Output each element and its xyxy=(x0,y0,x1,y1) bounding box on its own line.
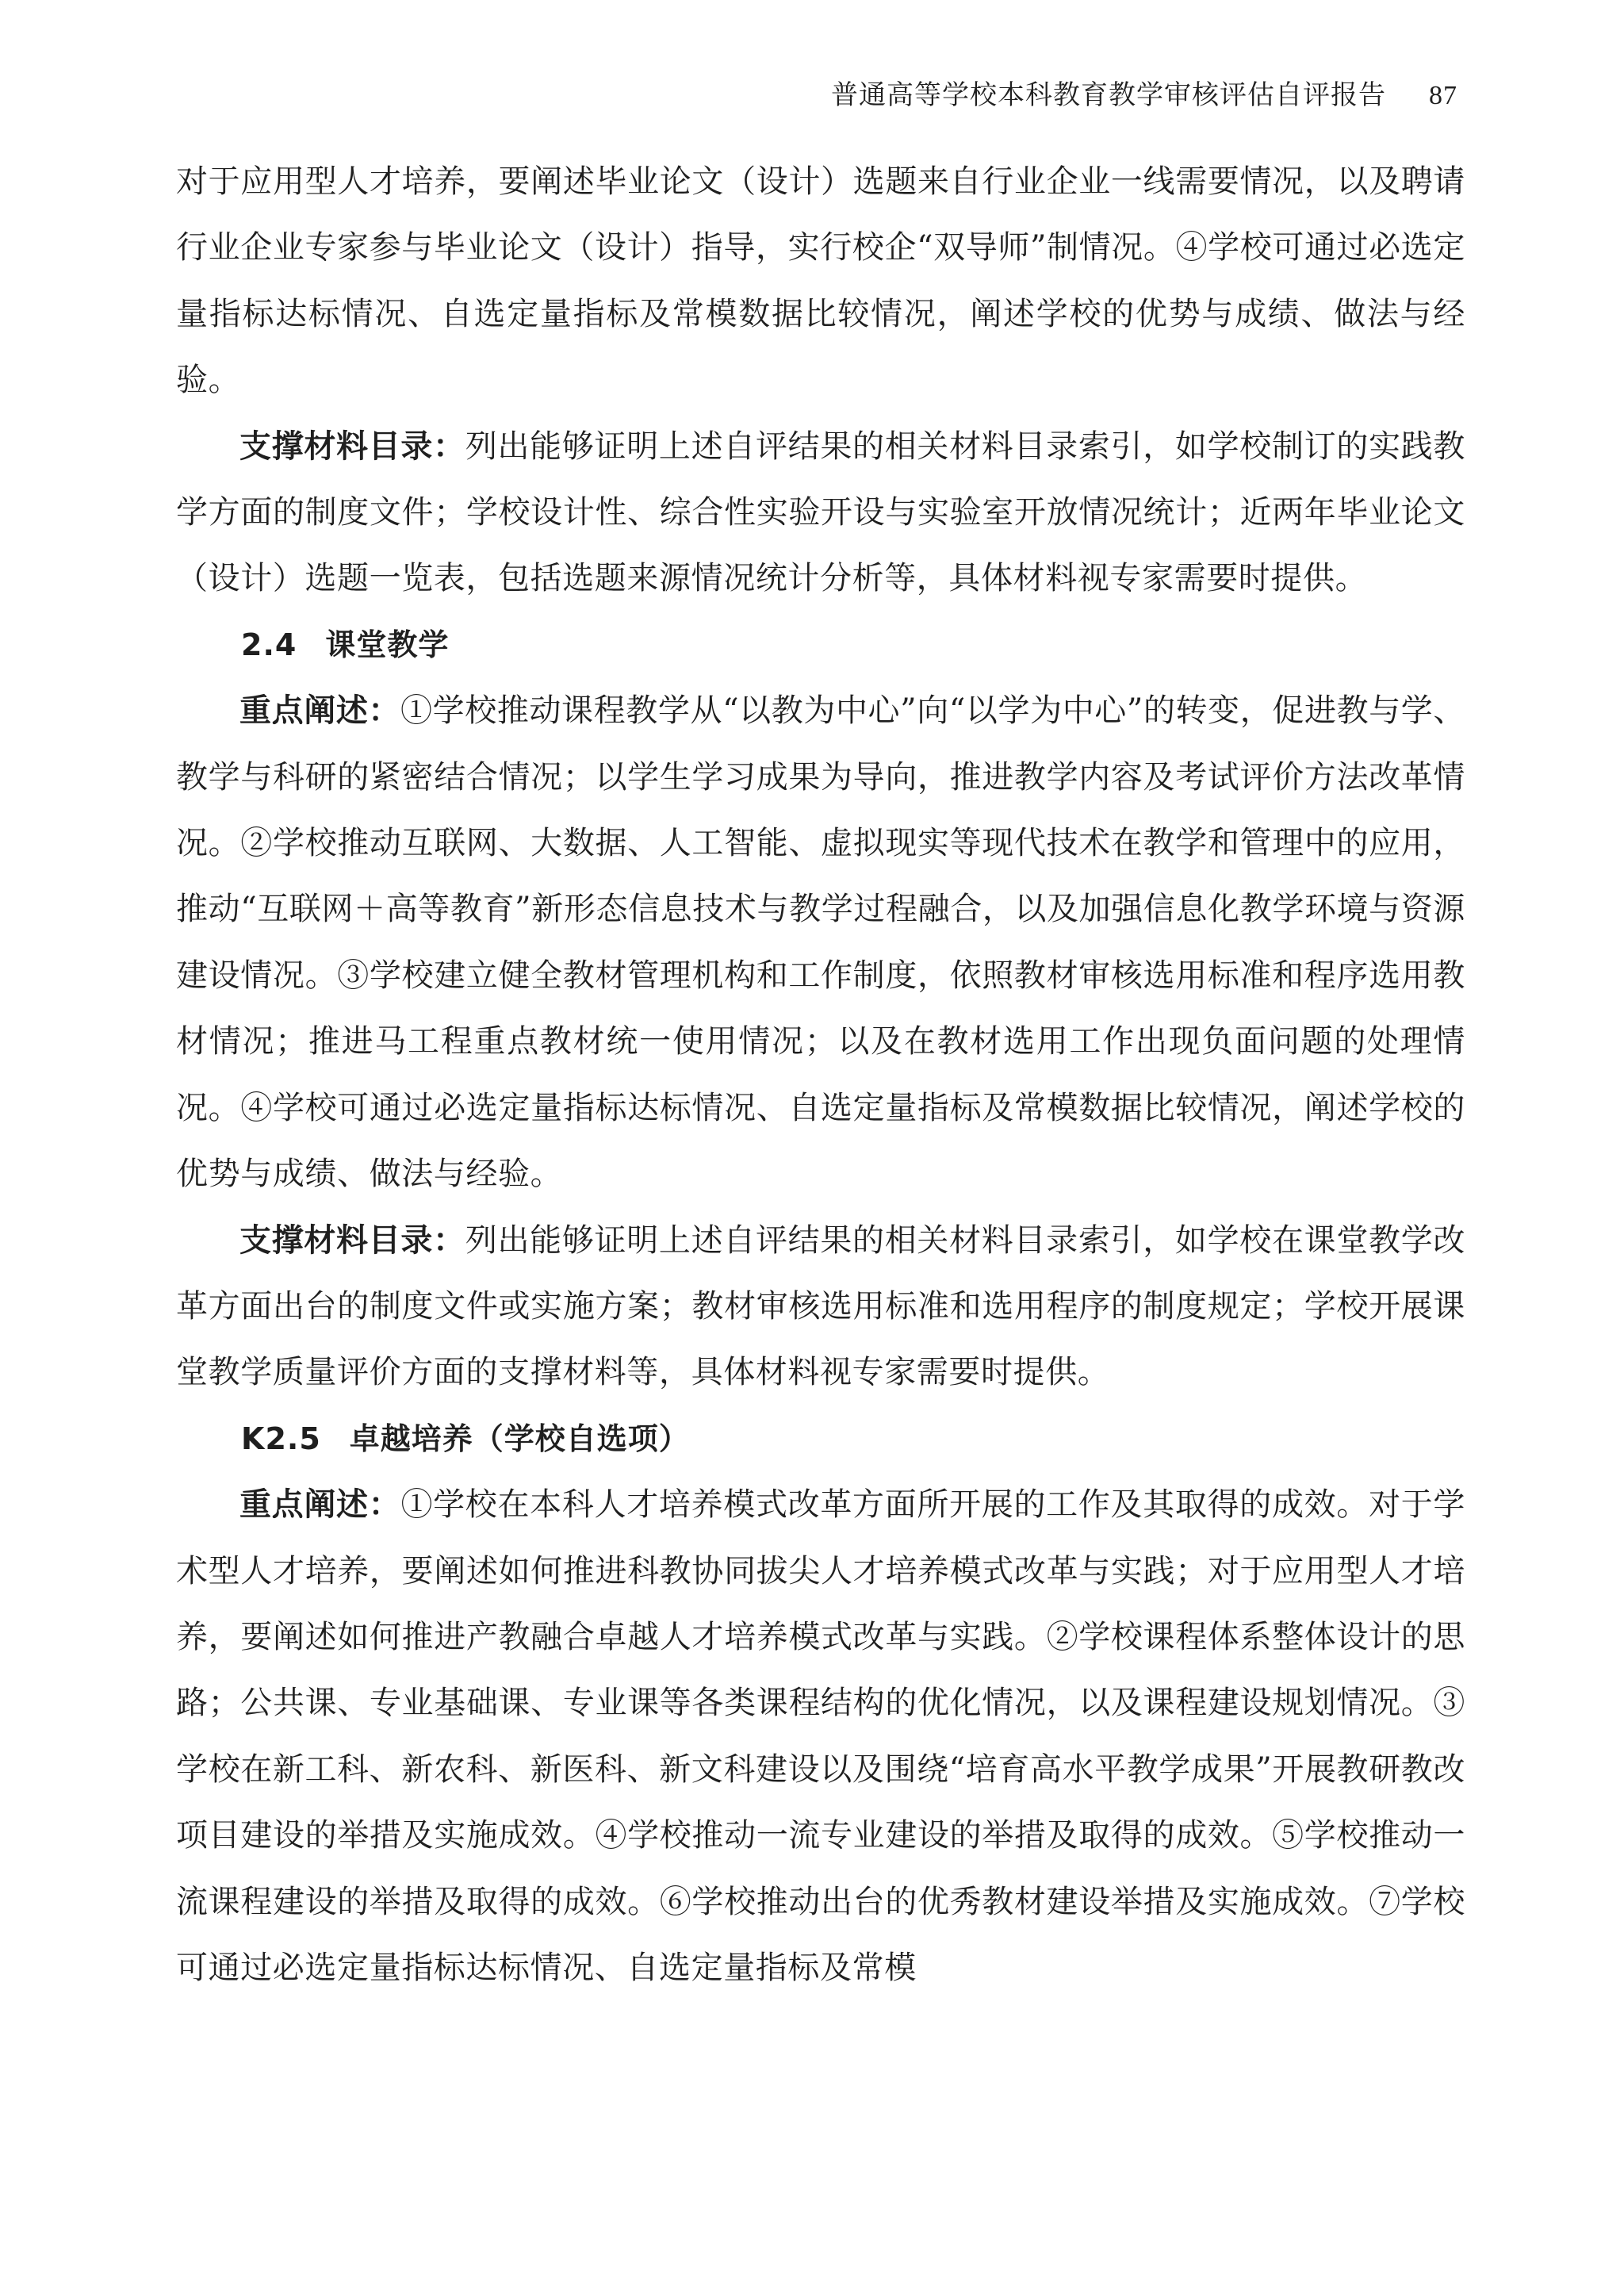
paragraph-lead: 支撑材料目录： xyxy=(239,1221,465,1259)
header-title: 普通高等学校本科教育教学审核评估自评报告 xyxy=(831,79,1386,111)
paragraph-text: 列出能够证明上述自评结果的相关材料目录索引，如学校在课堂教学改革方面出台的制度文件或实施方案；教材审核选用标准和选用程序的制度规定；学校开展课堂教学质量评价方面的支撑材料等，具体材料视专家需要时提供。 xyxy=(176,1221,1465,1391)
paragraph-lead: 支撑材料目录： xyxy=(239,428,465,465)
section-number: K2.5 xyxy=(241,1421,321,1456)
paragraph-key-points-k2-5 xyxy=(176,1472,1465,2001)
paragraph-text: ①学校在本科人才培养模式改革方面所开展的工作及其取得的成效。对于学术型人才培养，要阐述如何推进科教协同拔尖人才培养模式改革与实践；对于应用型人才培养，要阐述如何推进产教融合卓越人才培养模式改革与实践。②学校课程体系整体设计的思路；公共课、专业基础课、专业课等各类课程结构的优化情况，以及课程建设规划情况。③学校在新工科、新农科、新医科、新文科建设以及围绕“培育高水平教学成果”开展教研教改项目建设的举措及实施成效。④学校推动一流专业建设的举措及取得的成效。⑤学校推动一流课程建设的举措及取得的成效。⑥学校推动出台的优秀教材建设举措及实施成效。⑦学校可通过必选定量指标达标情况、自选定量指标及常模 xyxy=(176,1486,1465,1986)
section-heading-2-4 xyxy=(176,612,1465,678)
page-body xyxy=(176,149,1465,2001)
paragraph-text: ①学校推动课程教学从“以教为中心”向“以学为中心”的转变，促进教与学、教学与科研的紧密结合情况；以学生学习成果为导向，推进教学内容及考试评价方法改革情况。②学校推动互联网、大数据、人工智能、虚拟现实等现代技术在教学和管理中的应用，推动“互联网＋高等教育”新形态信息技术与教学过程融合，以及加强信息化教学环境与资源建设情况。③学校建立健全教材管理机构和工作制度，依照教材审核选用标准和程序选用教材情况；推进马工程重点教材统一使用情况；以及在教材选用工作出现负面问题的处理情况。④学校可通过必选定量指标达标情况、自选定量指标及常模数据比较情况，阐述学校的优势与成绩、做法与经验。 xyxy=(176,692,1466,1193)
running-header xyxy=(0,76,1457,115)
paragraph-support-materials-2-4 xyxy=(176,1208,1465,1406)
section-number: 2.4 xyxy=(241,627,297,662)
paragraph-support-materials-2-3 xyxy=(176,414,1465,612)
paragraph-lead: 重点阐述： xyxy=(239,1486,401,1524)
paragraph-lead: 重点阐述： xyxy=(239,692,401,730)
page-number: 87 xyxy=(1429,81,1457,110)
section-title: 课堂教学 xyxy=(325,627,450,662)
section-heading-k2-5 xyxy=(176,1406,1465,1472)
paragraph-text: 对于应用型人才培养，要阐述毕业论文（设计）选题来自行业企业一线需要情况，以及聘请行业企业专家参与毕业论文（设计）指导，实行校企“双导师”制情况。④学校可通过必选定量指标达标情况、自选定量指标及常模数据比较情况，阐述学校的优势与成绩、做法与经验。 xyxy=(176,163,1465,399)
paragraph-continued xyxy=(176,149,1465,414)
paragraph-key-points-2-4 xyxy=(176,678,1465,1207)
section-title: 卓越培养（学校自选项） xyxy=(349,1421,690,1456)
paragraph-text: 列出能够证明上述自评结果的相关材料目录索引，如学校制订的实践教学方面的制度文件；学校设计性、综合性实验开设与实验室开放情况统计；近两年毕业论文（设计）选题一览表，包括选题来源情况统计分析等，具体材料视专家需要时提供。 xyxy=(176,428,1465,597)
